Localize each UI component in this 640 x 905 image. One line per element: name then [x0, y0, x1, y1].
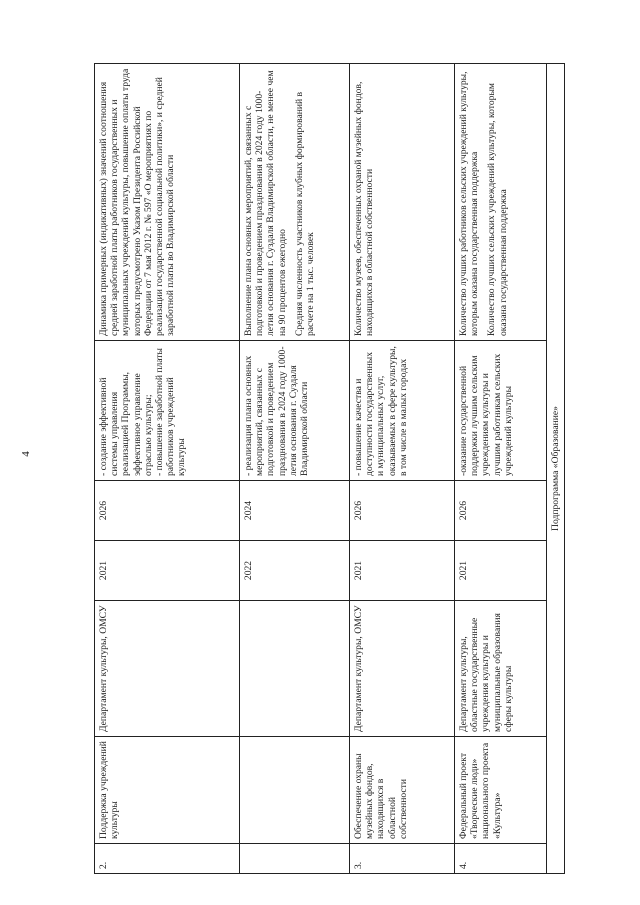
- row-end-year: 2026: [455, 481, 547, 541]
- row-start-year: 2021: [350, 541, 455, 601]
- table-row: [455, 64, 547, 874]
- subprogram-row: [547, 64, 565, 874]
- row-indicators: [240, 64, 350, 341]
- row-number: 4.: [455, 844, 547, 874]
- row-name: Обеспечение охраны музейных фондов, находящихся в областной собственности: [350, 737, 455, 844]
- indicator-text: Количество музеев, обеспеченных охраной музейных фондов, находящихся в областной собственности: [353, 81, 376, 336]
- row-indicators: [455, 64, 547, 341]
- indicator-text: Выполнение плана основных мероприятий, связанных с подготовкой и проведением празднования в 2024 году 1000-летия основания г. Суздаля Владимирской области, не менее чем на 90 процентов ежегодно: [243, 70, 288, 336]
- row-end-year: 2026: [350, 481, 455, 541]
- program-table: [94, 63, 565, 874]
- row-start-year: 2021: [95, 541, 240, 601]
- indicator-text: Количество лучших сельских учреждений культуры, которым оказана государственная поддержка: [486, 83, 509, 336]
- row-result: - повышение качества и доступности государственных и муниципальных услуг, оказываемых в сфере культуры, в том числе в малых городах: [350, 341, 455, 481]
- row-end-year: 2026: [95, 481, 240, 541]
- row-result: -оказание государственной поддержки лучшим сельским учреждениям культуры и лучшим работникам сельских учреждений культуры: [455, 341, 547, 481]
- row-start-year: 2021: [455, 541, 547, 601]
- row-indicators: [95, 64, 240, 341]
- row-executor: Департамент культуры, ОМСУ: [350, 601, 455, 737]
- row-executor: [240, 601, 350, 737]
- row-result: - создание эффективной системы управления реализацией Программы, эффективное управление отраслью культуры; - повышение заработной платы работников учреждений культуры: [95, 341, 240, 481]
- indicator-text: Количество лучших работников сельских учреждений культуры, которым оказана государственная поддержка: [458, 71, 481, 336]
- page-number: 4: [20, 451, 32, 457]
- table-row: [95, 64, 240, 874]
- rotated-table-page: [94, 64, 564, 874]
- row-number: [240, 844, 350, 874]
- row-start-year: 2022: [240, 541, 350, 601]
- row-name: Федеральный проект «Творческие люди» национального проекта «Культура»: [455, 737, 547, 844]
- row-executor: Департамент культуры, ОМСУ: [95, 601, 240, 737]
- row-name: [240, 737, 350, 844]
- row-indicators: [350, 64, 455, 341]
- row-name: Поддержка учреждений культуры: [95, 737, 240, 844]
- table-row: [350, 64, 455, 874]
- row-number: 3.: [350, 844, 455, 874]
- indicator-text: Средняя численность участников клубных формирований в расчете на 1 тыс. человек: [293, 91, 317, 336]
- row-number: 2.: [95, 844, 240, 874]
- table-row: [240, 64, 350, 874]
- indicator-text: Динамика примерных (индикативных) значений соотношения средней заработной платы работников государственных и муниципальных учреждений культуры, повышение оплаты труда которых предусмотрено Указом Президента Российской Федерации от 7 мая 2012 г. № 597 «О мероприятиях по реализации государственной социальной политики», и средней заработной платы во Владимирской области: [98, 68, 177, 336]
- subprogram-heading: Подпрограмма «Образование»: [547, 64, 565, 874]
- row-result: - реализация плана основных мероприятий, связанных с подготовкой и проведением празднования в 2024 году 1000-летия основания г. Суздаля Владимирской области: [240, 341, 350, 481]
- row-end-year: 2024: [240, 481, 350, 541]
- row-executor: Департамент культуры, областные государственные учреждения культуры и муниципальные образования сферы культуры: [455, 601, 547, 737]
